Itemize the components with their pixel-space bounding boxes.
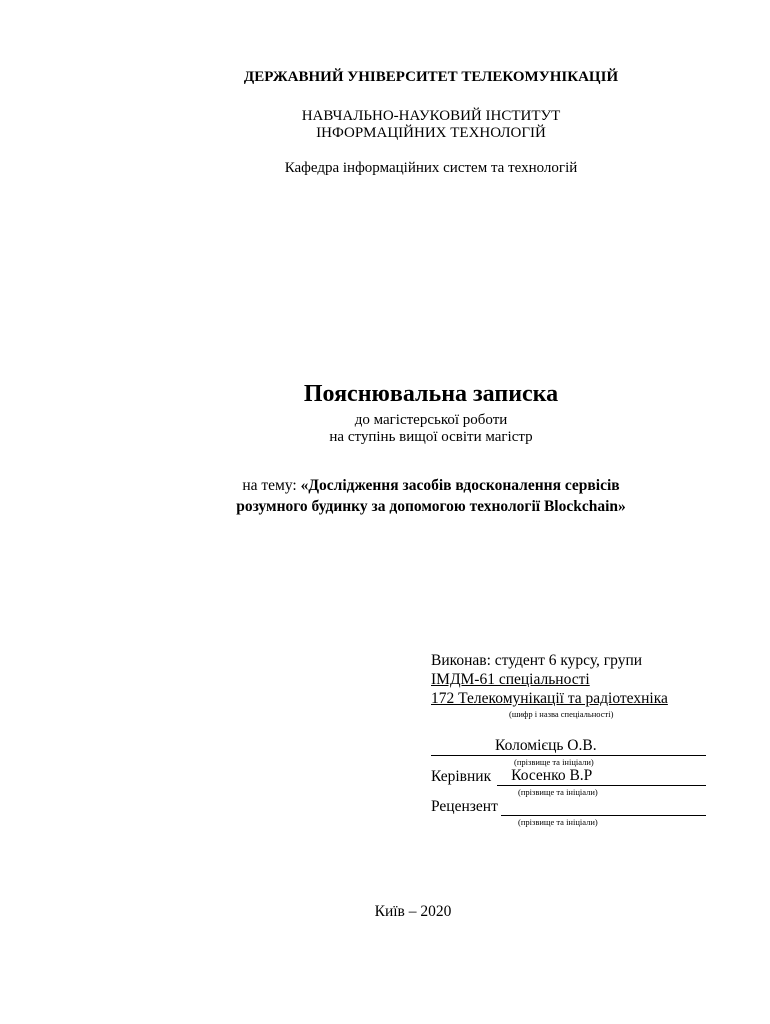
supervisor-hint: (прізвище та ініціали) [518, 787, 598, 797]
student-field [431, 737, 706, 756]
reviewer-name [501, 797, 706, 816]
specialty-line [431, 690, 711, 708]
document-subtitle [0, 412, 770, 446]
university-name: ДЕРЖАВНИЙ УНІВЕРСИТЕТ ТЕЛЕКОМУНІКАЦІЙ [243, 69, 619, 85]
specialty-hint: (шифр і назва спеціальності) [509, 709, 614, 719]
institute-line-1: НАВЧАЛЬНО-НАУКОВИЙ ІНСТИТУТ [301, 108, 561, 124]
topic-prefix: на тему: [242, 477, 301, 494]
city-year: Київ – 2020 [374, 903, 452, 920]
institute-name [0, 108, 770, 142]
group-text: ІМДМ-61 спеціальності [431, 671, 590, 688]
supervisor-field [431, 767, 706, 786]
student-name: Коломієць О.В. [431, 737, 706, 756]
reviewer-hint: (прізвище та ініціали) [518, 817, 598, 827]
thesis-topic [0, 475, 770, 517]
specialty-text: 172 Телекомунікації та радіотехніка [431, 690, 668, 707]
topic-line-2 [0, 496, 770, 517]
reviewer-field [431, 797, 706, 816]
subtitle-line-2: на ступінь вищої освіти магістр [329, 429, 533, 445]
subtitle-line-1: до магістерської роботи [354, 412, 508, 428]
supervisor-label: Керівник [431, 768, 492, 785]
reviewer-label: Рецензент [431, 798, 498, 815]
group-line [431, 671, 711, 689]
document-title: Пояснювальна записка [303, 381, 559, 407]
topic-line-1 [0, 475, 770, 496]
department-name: Кафедра інформаційних систем та технологій [284, 160, 578, 176]
student-hint: (прізвище та ініціали) [514, 757, 594, 767]
topic-title-part-1: «Дослідження засобів вдосконалення сервісів [300, 477, 620, 494]
topic-title-part-2: розумного будинку за допомогою технології Blockchain» [236, 498, 626, 515]
done-by-line: Виконав: студент 6 курсу, групи [431, 652, 643, 669]
institute-line-2: ІНФОРМАЦІЙНИХ ТЕХНОЛОГІЙ [316, 125, 546, 141]
supervisor-name: Косенко В.Р [497, 767, 706, 786]
